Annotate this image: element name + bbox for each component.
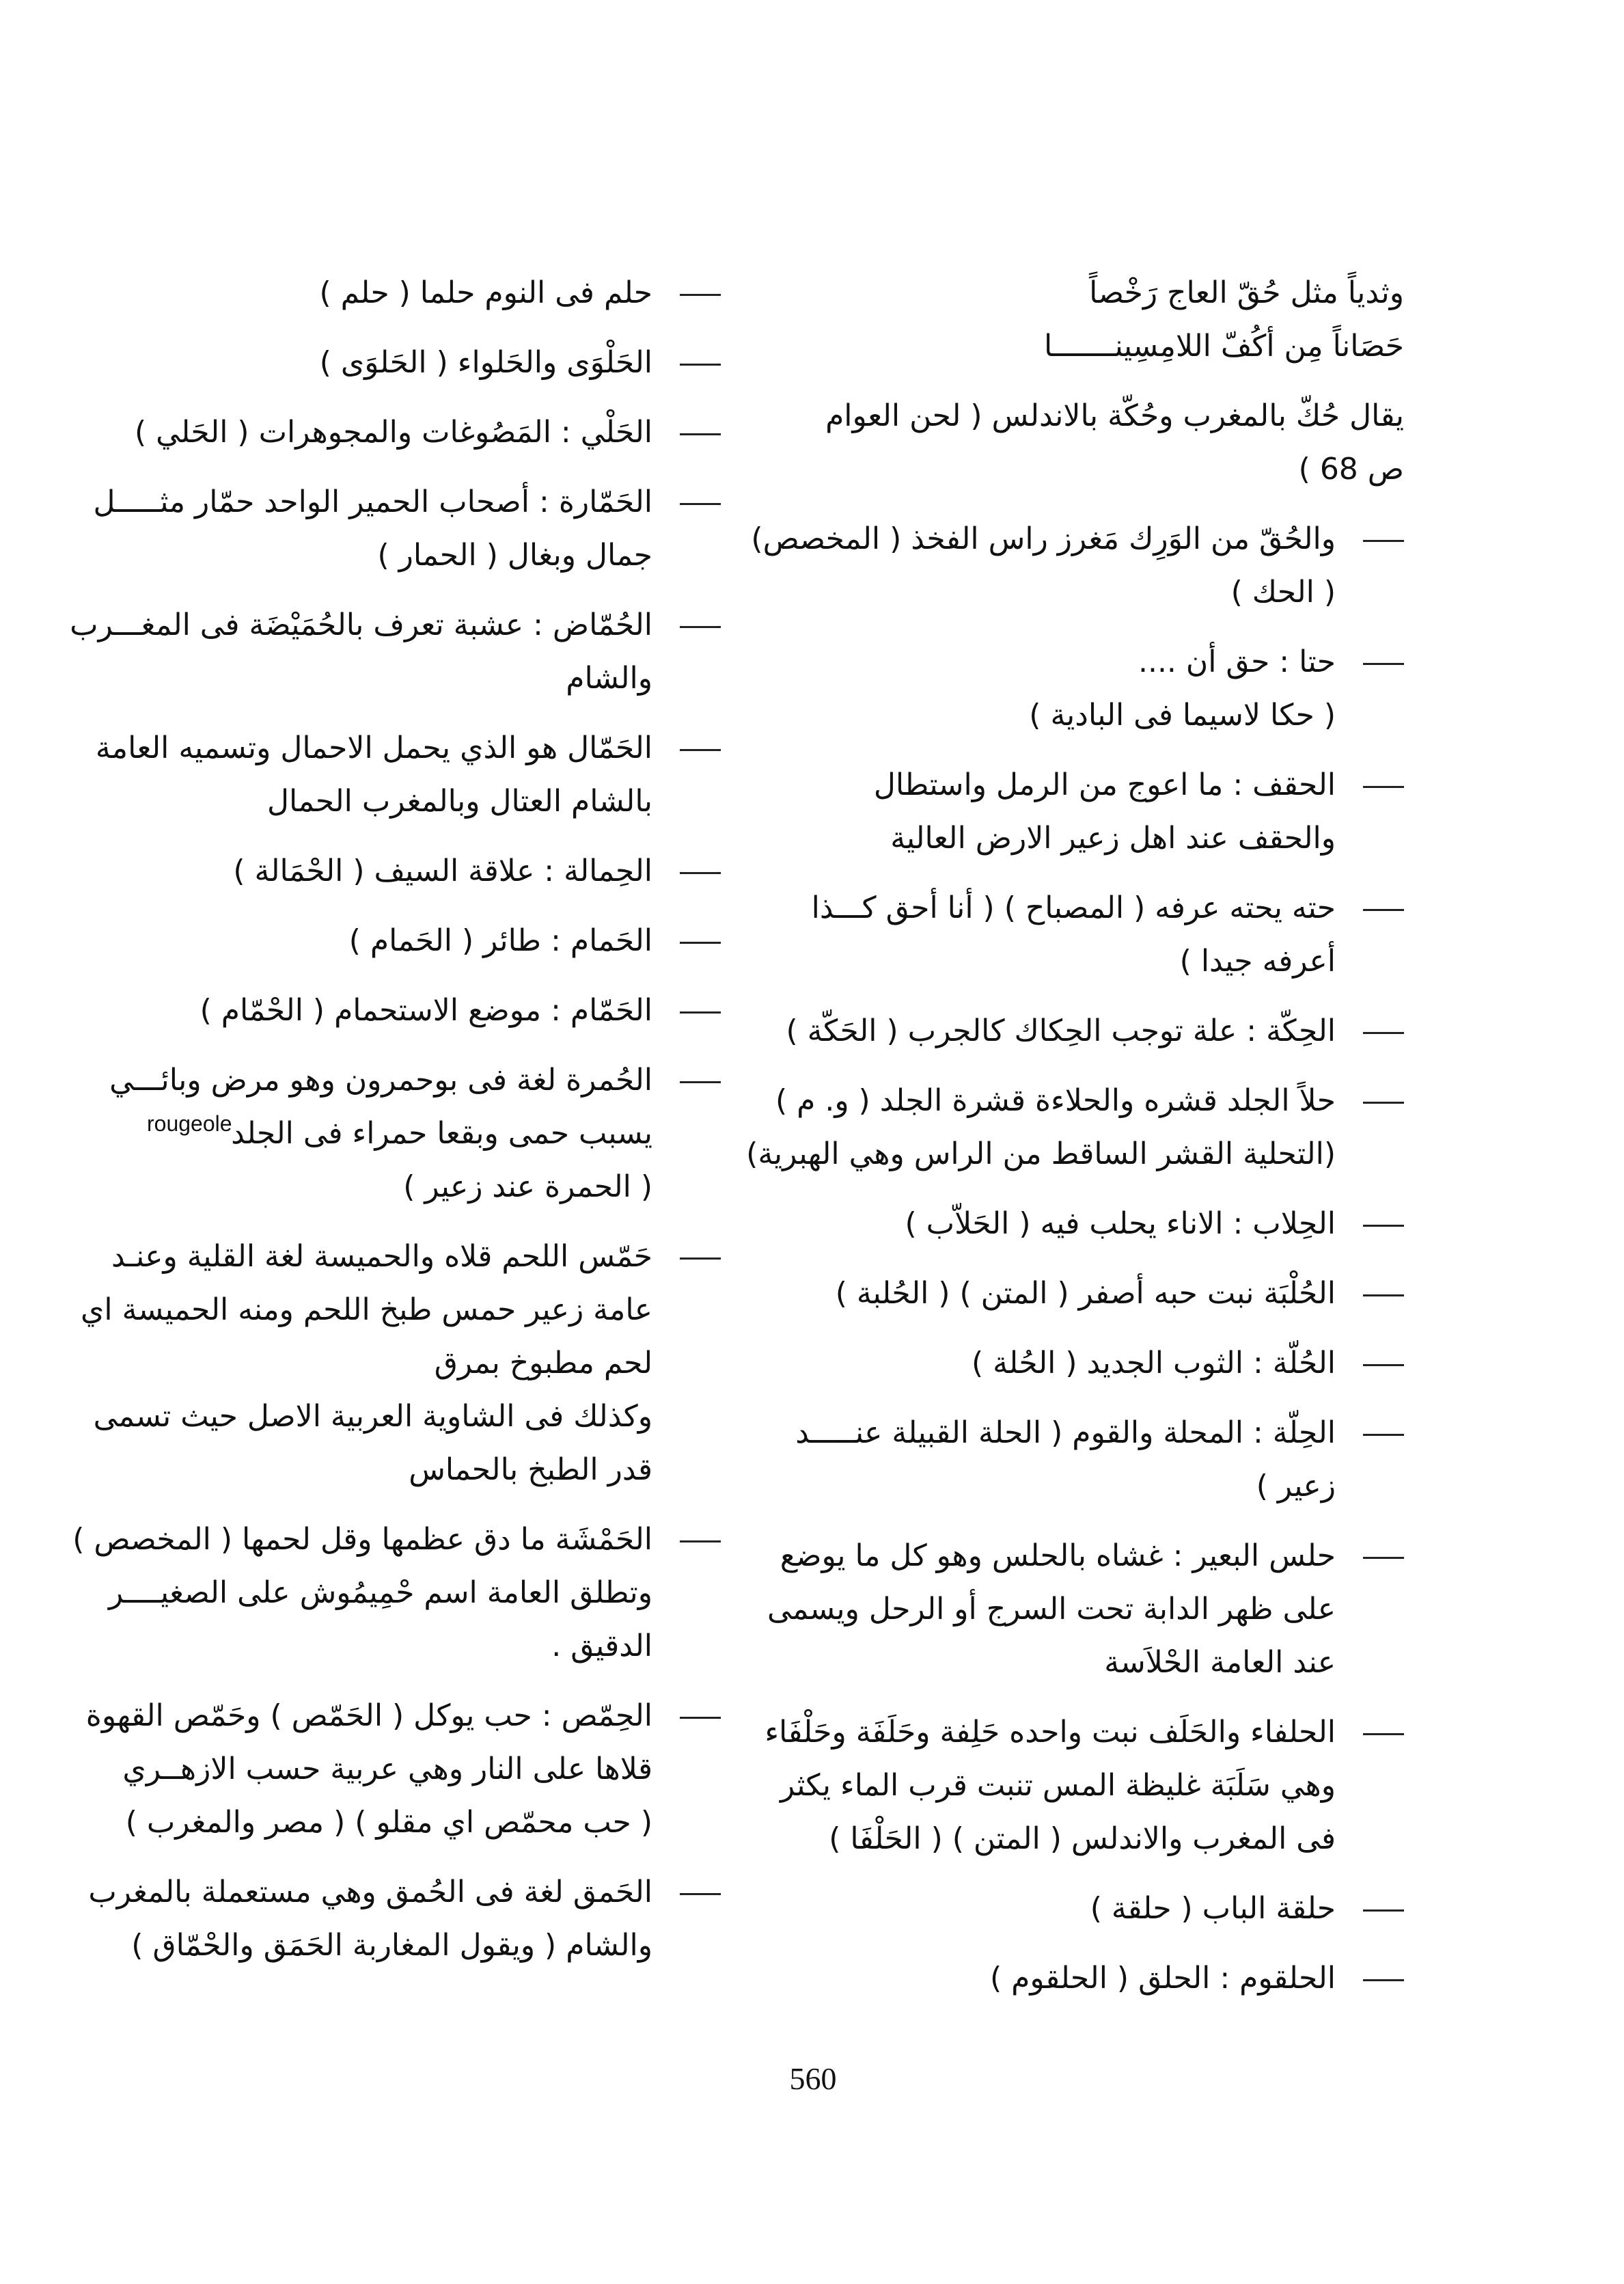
dictionary-entry bbox=[830, 1267, 1404, 1320]
dictionary-entry bbox=[830, 759, 1404, 865]
dictionary-entry bbox=[147, 336, 721, 390]
entry-line: زعير ) bbox=[1256, 1469, 1336, 1504]
dictionary-entry bbox=[830, 267, 1404, 373]
entry-dash bbox=[680, 626, 721, 628]
entry-line: فى المغرب والاندلس ( المتن ) ( الحَلْفَا ) bbox=[829, 1821, 1336, 1856]
entry-dash bbox=[1363, 1294, 1404, 1296]
entry-line: الحَلْوَى والحَلواء ( الحَلوَى ) bbox=[319, 345, 652, 380]
page-number: 560 bbox=[789, 2061, 837, 2096]
dictionary-entry bbox=[93, 476, 721, 582]
dictionary-entry bbox=[80, 1230, 721, 1497]
entry-line: يقال حُكّ بالمغرب وحُكّة بالاندلس ( لحن العوام bbox=[825, 398, 1404, 433]
entry-line: والحقف عند اهل زعير الارض العالية bbox=[890, 821, 1336, 856]
entry-line: الحلقوم : الحلق ( الحلقوم ) bbox=[989, 1961, 1336, 1996]
entry-dash bbox=[1363, 1909, 1404, 1912]
entry-line: الحُمرة لغة فى بوحمرون وهو مرض وبائـــي bbox=[109, 1063, 652, 1098]
entry-line: الحَمّال هو الذي يحمل الاحمال وتسميه العامة bbox=[95, 731, 652, 765]
entry-line: أعرفه جيدا ) bbox=[1179, 944, 1336, 979]
dictionary-entry bbox=[72, 1513, 721, 1673]
entry-line: الحِلّة : المحلة والقوم ( الحلة القبيلة عنـــــد bbox=[795, 1415, 1336, 1450]
entry-line: حلقة الباب ( حلقة ) bbox=[1090, 1891, 1336, 1926]
entry-line: الدقيق . bbox=[551, 1629, 652, 1663]
entry-line: حلاً الجلد قشره والحلاءة قشرة الجلد ( و. م ) bbox=[775, 1083, 1336, 1118]
entry-line: حلم فى النوم حلما ( حلم ) bbox=[319, 275, 652, 310]
entry-line: حلس البعير : غشاه بالحلس وهو كل ما يوضع bbox=[780, 1538, 1336, 1573]
entry-line: لحم مطبوخ بمرق bbox=[434, 1346, 652, 1381]
entry-dash bbox=[680, 1011, 721, 1014]
entry-line: الحَلْي : المَصُوغات والمجوهرات ( الحَلي ) bbox=[135, 415, 652, 450]
dictionary-entry bbox=[95, 722, 721, 828]
entry-dash bbox=[680, 294, 721, 296]
entry-line: على ظهر الدابة تحت السرج أو الرحل ويسمى bbox=[767, 1592, 1336, 1627]
dictionary-entry bbox=[786, 1005, 1404, 1058]
entry-line: الحِمّص : حب يوكل ( الحَمّص ) وحَمّص القهوة bbox=[85, 1698, 652, 1733]
entry-dash bbox=[1363, 786, 1404, 788]
dictionary-entry bbox=[830, 1952, 1404, 2005]
dictionary-entry bbox=[109, 1054, 721, 1214]
dictionary-entry bbox=[88, 1866, 721, 1972]
entry-line: حتا : حق أن .... bbox=[1138, 644, 1336, 679]
right-column bbox=[746, 267, 1404, 2022]
entry-dash bbox=[680, 1540, 721, 1542]
entry-line: الحُلْبَة نبت حبه أصفر ( المتن ) ( الحُلبة ) bbox=[835, 1276, 1336, 1311]
left-column bbox=[70, 267, 721, 1989]
entry-line: عند العامة الحْلاَسة bbox=[1104, 1645, 1336, 1680]
entry-dash bbox=[1363, 540, 1404, 542]
entry-dash bbox=[680, 364, 721, 366]
entry-dash bbox=[680, 942, 721, 944]
dictionary-entry bbox=[795, 1406, 1404, 1513]
entry-dash bbox=[680, 749, 721, 751]
entry-dash bbox=[680, 872, 721, 874]
entry-line: الحَمّارة : أصحاب الحمير الواحد حمّار مثـــــل bbox=[93, 485, 652, 519]
entry-line: الحِلاب : الاناء يحلب فيه ( الحَلاّب ) bbox=[905, 1206, 1336, 1241]
entry-line: ( حكا لاسيما فى البادية ) bbox=[1029, 698, 1336, 733]
entry-line: الحلفاء والحَلَف نبت واحده حَلِفة وحَلَفَة وحَلْفَاء bbox=[765, 1715, 1336, 1750]
entry-line: بالشام العتال وبالمغرب الحمال bbox=[267, 784, 652, 819]
dictionary-entry bbox=[811, 882, 1404, 988]
entry-dash bbox=[680, 1893, 721, 1895]
entry-dash bbox=[1363, 663, 1404, 665]
entry-line: الحَمْشَة ما دق عظمها وقل لحمها ( المخصص ) bbox=[72, 1522, 652, 1557]
dictionary-entry bbox=[147, 984, 721, 1037]
latin-term: rougeole bbox=[147, 1111, 232, 1136]
dictionary-entry bbox=[746, 1074, 1404, 1181]
dictionary-entry bbox=[767, 1530, 1404, 1689]
entry-line: الحَمق لغة فى الحُمق وهي مستعملة بالمغرب bbox=[88, 1875, 652, 1909]
entry-line: حته يحته عرفه ( المصباح ) ( أنا أحق كـــذا bbox=[811, 891, 1336, 925]
dictionary-entry bbox=[830, 1197, 1404, 1251]
entry-dash bbox=[1363, 1434, 1404, 1436]
dictionary-entry bbox=[830, 636, 1404, 742]
dictionary-entry bbox=[830, 1337, 1404, 1390]
entry-line: وتطلق العامة اسم حْمِيمُوش على الصغيــــر bbox=[109, 1575, 652, 1610]
entry-line: الحَمام : طائر ( الحَمام ) bbox=[348, 923, 652, 958]
entry-dash bbox=[680, 503, 721, 505]
entry-line: ص 68 ) bbox=[1298, 452, 1404, 487]
entry-line: والحُقّ من الوَرِك مَغرز راس الفخذ ( المخصص) bbox=[751, 521, 1336, 556]
entry-line: حَمّس اللحم قلاه والحميسة لغة القلية وعنـد bbox=[111, 1239, 652, 1274]
entry-dash bbox=[1363, 1557, 1404, 1559]
dictionary-entry bbox=[70, 599, 721, 705]
entry-line: قدر الطبخ بالحماس bbox=[409, 1452, 652, 1487]
dictionary-entry bbox=[85, 1689, 721, 1849]
dictionary-entry bbox=[135, 406, 721, 459]
dictionary-entry bbox=[765, 1706, 1404, 1866]
entry-line: ( الحمرة عند زعير ) bbox=[403, 1169, 652, 1204]
entry-dash bbox=[680, 1257, 721, 1260]
entry-dash bbox=[680, 1081, 721, 1083]
entry-line: الحِمالة : علاقة السيف ( الحْمَالة ) bbox=[233, 854, 652, 888]
entry-dash bbox=[1363, 1102, 1404, 1104]
entry-line: الحَمّام : موضع الاستحمام ( الحْمّام ) bbox=[199, 993, 652, 1028]
entry-line: قلاها على النار وهي عربية حسب الازهــري bbox=[122, 1752, 652, 1786]
entry-line: عامة زعير حمس طبخ اللحم ومنه الحميسة اي bbox=[80, 1292, 652, 1327]
entry-line: يسبب حمى وبقعا حمراء فى الجلد bbox=[231, 1116, 652, 1151]
entry-dash bbox=[1363, 1032, 1404, 1034]
entry-line: (التحلية القشر الساقط من الراس وهي الهبرية) bbox=[746, 1137, 1336, 1171]
dictionary-entry bbox=[830, 1882, 1404, 1935]
entry-line: ( الحك ) bbox=[1230, 575, 1336, 610]
entry-line: والشام bbox=[566, 661, 652, 696]
entry-dash bbox=[1363, 1364, 1404, 1366]
entry-line: وهي سَلَبَة غليظة المس تنبت قرب الماء يكثر bbox=[780, 1768, 1336, 1803]
entry-line: الحُمّاض : عشبة تعرف بالحُمَيْضَة فى المغـــرب bbox=[70, 608, 652, 642]
dictionary-entry bbox=[147, 267, 721, 320]
entry-dash bbox=[1363, 1979, 1404, 1981]
dictionary-entry bbox=[825, 390, 1404, 496]
entry-line: وثدياً مثل حُقّ العاج رَخْصاً bbox=[1089, 275, 1404, 310]
dictionary-entry bbox=[751, 513, 1404, 619]
entry-dash bbox=[680, 1717, 721, 1719]
entry-line: وكذلك فى الشاوية العربية الاصل حيث تسمى bbox=[93, 1399, 652, 1434]
entry-dash bbox=[680, 433, 721, 435]
entry-line: حَصَاناً مِن أكُفّ اللامِسِينـــــــا bbox=[1043, 329, 1404, 364]
entry-line: ( حب محمّص اي مقلو ) ( مصر والمغرب ) bbox=[125, 1805, 652, 1840]
entry-line: الحِكّة : علة توجب الحِكاك كالجرب ( الحَكّة ) bbox=[786, 1014, 1336, 1048]
entry-dash bbox=[1363, 1225, 1404, 1227]
dictionary-entry bbox=[147, 845, 721, 898]
entry-line: جمال وبغال ( الحمار ) bbox=[377, 538, 652, 573]
dictionary-entry bbox=[147, 914, 721, 968]
entry-line: الحقف : ما اعوج من الرمل واستطال bbox=[873, 767, 1336, 802]
entry-dash bbox=[1363, 909, 1404, 911]
entry-line: والشام ( ويقول المغاربة الحَمَق والحْمّاق ) bbox=[131, 1928, 652, 1963]
entry-line: الحُلّة : الثوب الجديد ( الحُلة ) bbox=[972, 1346, 1336, 1381]
entry-dash bbox=[1363, 1733, 1404, 1735]
